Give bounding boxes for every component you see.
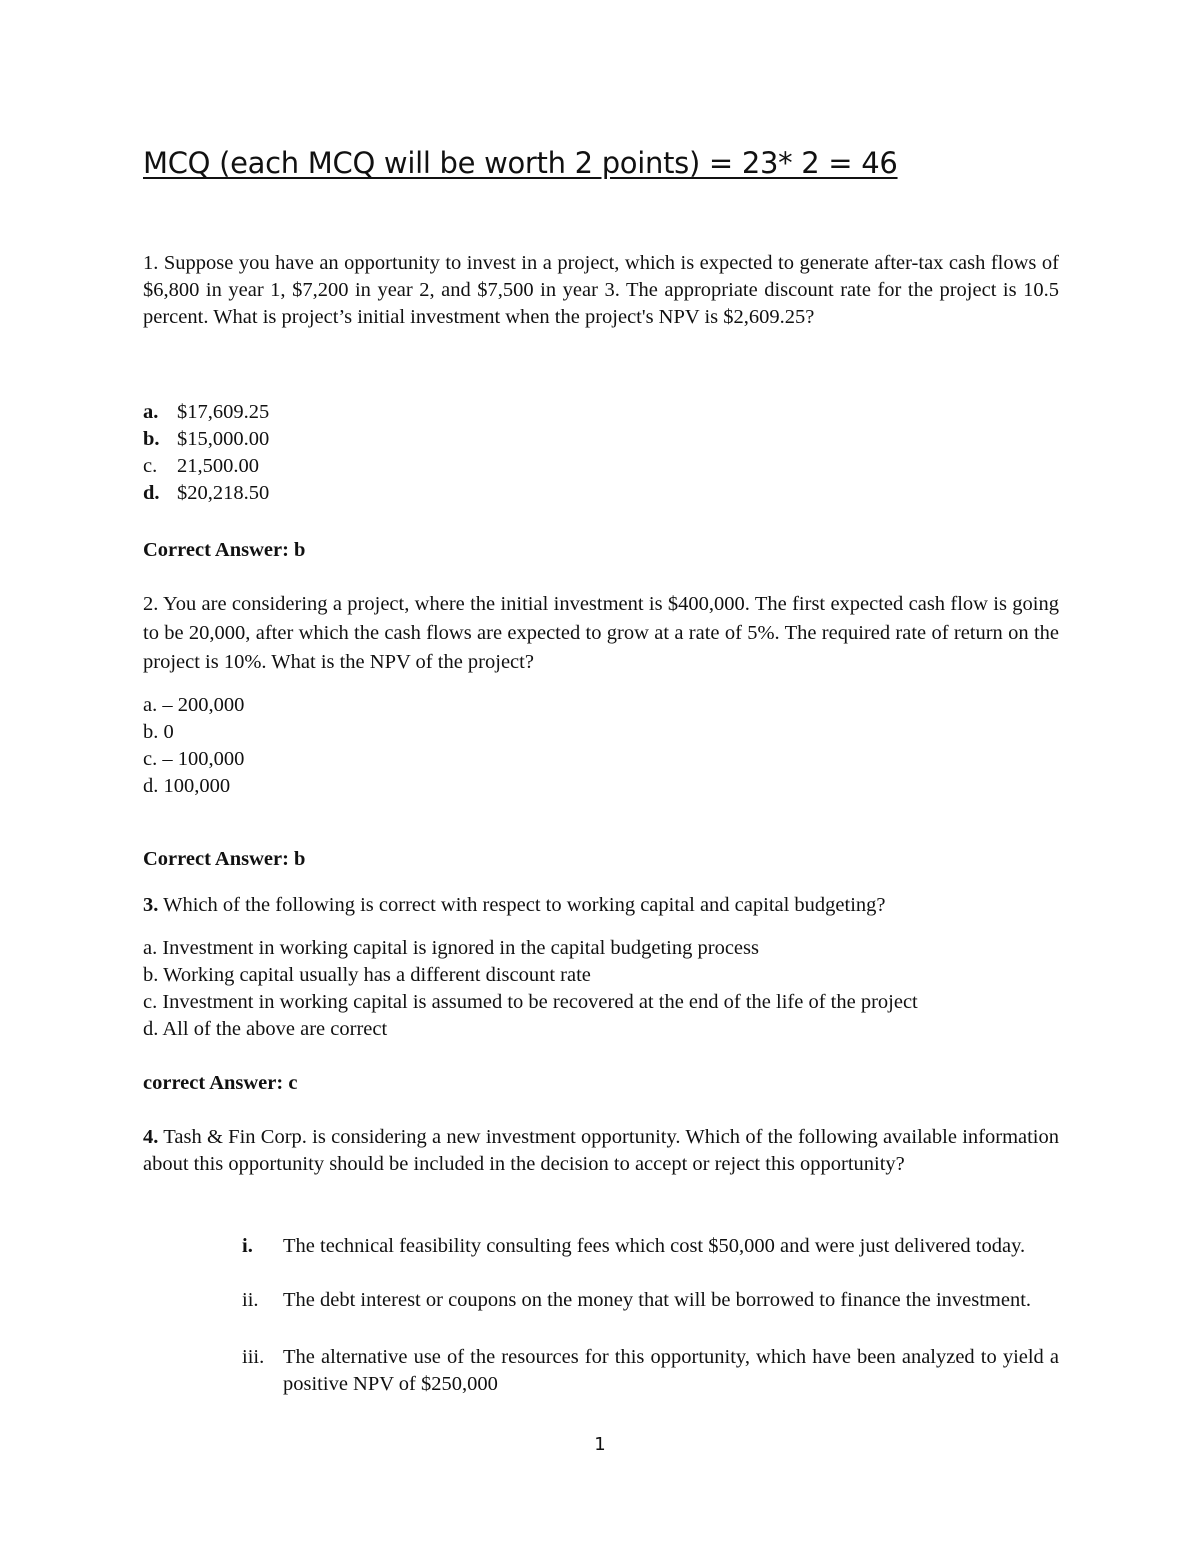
page-number: 1 — [594, 1434, 606, 1455]
question-3-option-c: c. Investment in working capital is assumed to be recovered at the end of the life of the project — [143, 991, 918, 1013]
item-number: ii. — [242, 1289, 259, 1311]
question-3-option-b: b. Working capital usually has a different discount rate — [143, 964, 591, 986]
question-4-item-ii — [242, 1287, 1059, 1314]
question-2-option-c: c. – 100,000 — [143, 748, 245, 770]
option-letter: b. — [143, 428, 160, 450]
question-2-answer: Correct Answer: b — [143, 848, 306, 870]
question-3-option-a: a. Investment in working capital is ignored in the capital budgeting process — [143, 937, 759, 959]
item-number: i. — [242, 1235, 253, 1257]
option-text: $15,000.00 — [177, 428, 270, 450]
option-letter: a. — [143, 401, 159, 423]
page-heading: MCQ (each MCQ will be worth 2 points) = 23* 2 = 46 — [143, 146, 898, 180]
item-text: The debt interest or coupons on the money that will be borrowed to finance the investment. — [283, 1289, 1032, 1311]
question-2-option-b: b. 0 — [143, 721, 174, 743]
item-text: The alternative use of the resources for this opportunity, which have been analyzed to yield a positive NPV of $250,000 — [283, 1346, 1059, 1395]
question-1-text: 1. Suppose you have an opportunity to invest in a project, which is expected to generate after-tax cash flows of $6,800 in year 1, $7,200 in year 2, and $7,500 in year 3. The appropriate discount rate for the project is 10.5 percent. What is project’s initial investment when the project's NPV is $2,609.25? — [143, 252, 1059, 328]
question-4-number: 4. — [143, 1126, 159, 1148]
question-3-number: 3. — [143, 894, 159, 916]
question-3-text — [143, 892, 886, 919]
option-letter: c. — [143, 455, 158, 477]
question-1-option-a — [143, 399, 269, 426]
option-letter: d. — [143, 482, 160, 504]
question-3-body: Which of the following is correct with respect to working capital and capital budgeting? — [158, 894, 886, 916]
question-4-body: Tash & Fin Corp. is considering a new investment opportunity. Which of the following available information about this opportunity should be included in the decision to accept or reject this opportunity? — [143, 1126, 1059, 1175]
question-1-option-d — [143, 480, 269, 507]
question-4-text — [143, 1124, 1059, 1178]
question-3-answer: correct Answer: c — [143, 1072, 298, 1094]
option-text: $20,218.50 — [177, 482, 270, 504]
question-2-text: 2. You are considering a project, where the initial investment is $400,000. The first expected cash flow is going to be 20,000, after which the cash flows are expected to grow at a rate of 5%. The required rate of return on the project is 10%. What is the NPV of the project? — [143, 593, 1059, 673]
question-1-option-c — [143, 453, 259, 480]
question-4-item-i — [242, 1233, 1059, 1260]
item-number: iii. — [242, 1346, 265, 1368]
option-text: $17,609.25 — [177, 401, 270, 423]
question-2-option-a: a. – 200,000 — [143, 694, 245, 716]
item-text: The technical feasibility consulting fees which cost $50,000 and were just delivered today. — [283, 1235, 1026, 1257]
question-1-answer: Correct Answer: b — [143, 539, 306, 561]
question-2-option-d: d. 100,000 — [143, 775, 231, 797]
question-1-option-b — [143, 426, 269, 453]
question-3-option-d: d. All of the above are correct — [143, 1018, 388, 1040]
question-4-item-iii — [242, 1344, 1059, 1398]
option-text: 21,500.00 — [177, 455, 259, 477]
